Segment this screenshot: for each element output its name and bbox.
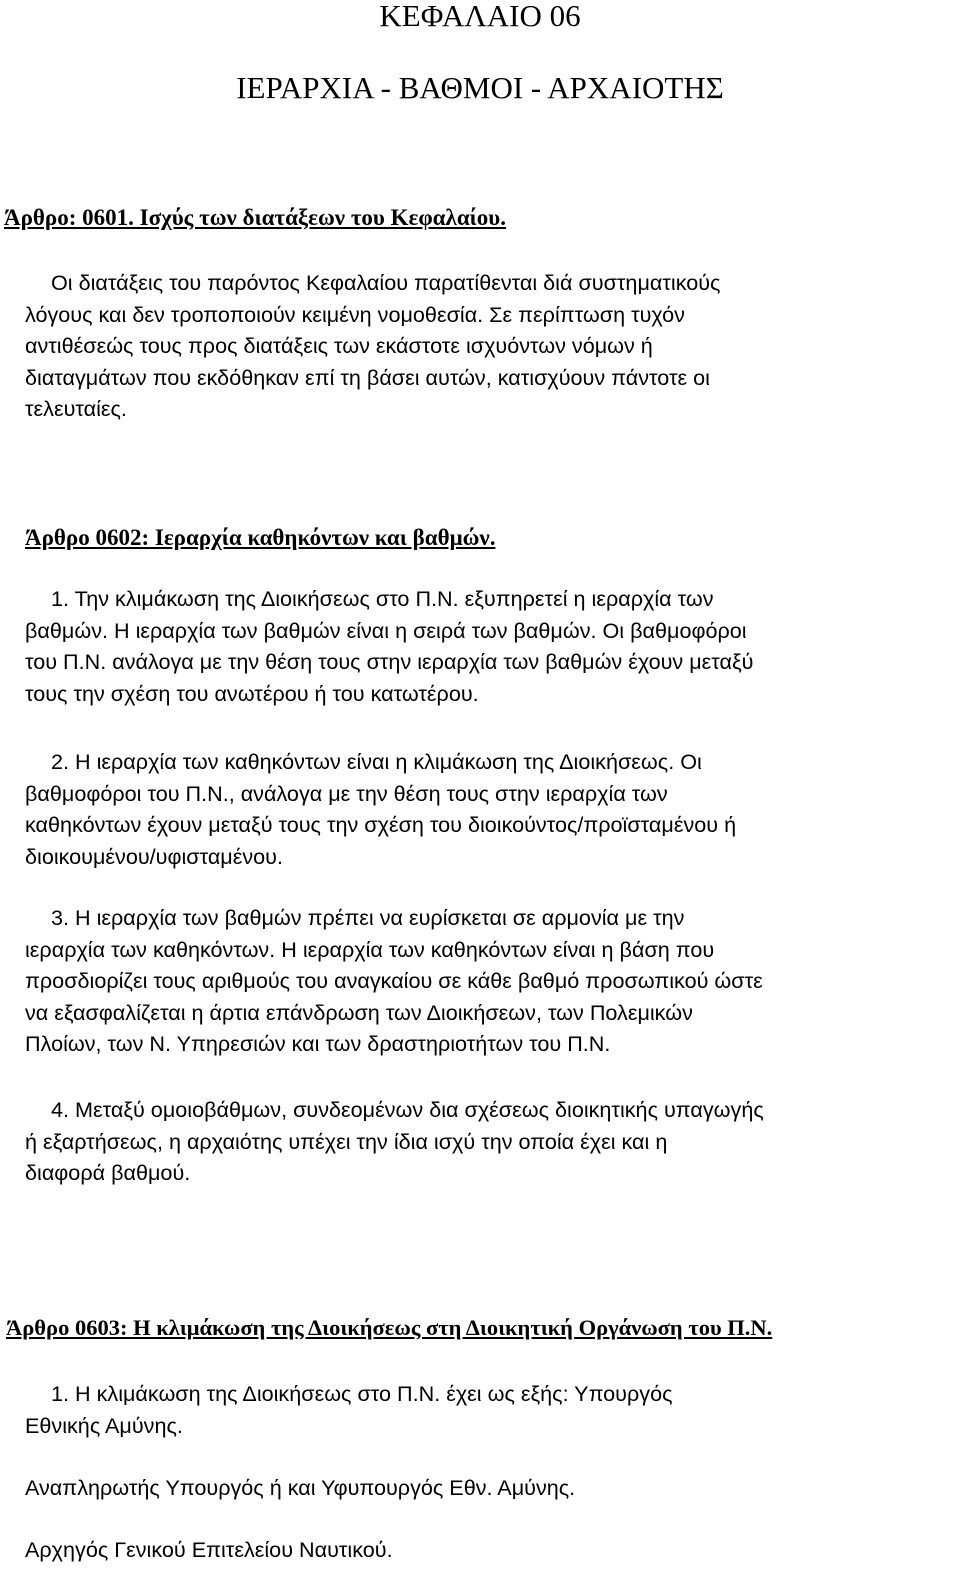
article-0603-paragraph-2: [25, 1472, 905, 1504]
text-line: Αναπληρωτής Υπουργός ή και Υφυπουργός Εθν. Αμύνης.: [25, 1475, 576, 1500]
article-0603-paragraph-1: [25, 1378, 905, 1441]
text-line: διοικουμένου/υφισταμένου.: [25, 843, 283, 869]
text-line: λόγους και δεν τροποποιούν κειμένη νομοθεσία. Σε περίπτωση τυχόν: [25, 301, 685, 327]
article-0602-heading: Άρθρο 0602: Ιεραρχία καθηκόντων και βαθμών.: [25, 525, 496, 550]
text-line: 3. Η ιεραρχία των βαθμών πρέπει να ευρίσκεται σε αρμονία με την: [51, 905, 685, 930]
text-line: αντιθέσεώς τους προς διατάξεις των εκάστοτε ισχυόντων νόμων ή: [25, 333, 653, 359]
text-line: διαταγμάτων που εκδόθηκαν επί τη βάσει αυτών, κατισχύουν πάντοτε οι: [25, 364, 710, 390]
text-line: προσδιορίζει τους αριθμούς του αναγκαίου σε κάθε βαθμό προσωπικού ώστε: [25, 968, 763, 994]
text-line: 2. Η ιεραρχία των καθηκόντων είναι η κλιμάκωση της Διοικήσεως. Οι: [51, 749, 702, 774]
text-line: 4. Μεταξύ ομοιοβάθμων, συνδεομένων δια σχέσεως διοικητικής υπαγωγής: [51, 1097, 764, 1122]
chapter-subtitle: ΙΕΡΑΡΧΙΑ - ΒΑΘΜΟΙ - ΑΡΧΑΙΟΤΗΣ: [236, 70, 724, 105]
article-0602-paragraph-1: [25, 583, 905, 709]
article-0603-paragraph-3: [25, 1534, 905, 1566]
text-line: διαφορά βαθμού.: [25, 1160, 191, 1186]
text-line: Εθνικής Αμύνης.: [25, 1412, 183, 1438]
article-0601-heading: Άρθρο: 0601. Ισχύς των διατάξεων του Κεφαλαίου.: [4, 205, 506, 230]
text-line: καθηκόντων έχουν μεταξύ τους την σχέση του διοικούντος/προϊσταμένου ή: [25, 812, 737, 838]
chapter-title: ΚΕΦΑΛΑΙΟ 06: [379, 0, 581, 33]
text-line: ιεραρχία των καθηκόντων. Η ιεραρχία των καθηκόντων είναι η βάση που: [25, 936, 715, 962]
text-line: τελευταίες.: [25, 396, 127, 422]
article-0601-text: [25, 267, 905, 425]
text-line: 1. Η κλιμάκωση της Διοικήσεως στο Π.Ν. έχει ως εξής: Υπουργός: [51, 1381, 673, 1406]
article-0602-paragraph-3: [25, 902, 905, 1060]
text-line: ή εξαρτήσεως, η αρχαιότης υπέχει την ίδια ισχύ την οποία έχει και η: [25, 1128, 668, 1154]
text-line: να εξασφαλίζεται η άρτια επάνδρωση των Διοικήσεων, των Πολεμικών: [25, 999, 693, 1025]
article-0602-paragraph-4: [25, 1094, 905, 1189]
text-line: βαθμοφόροι του Π.Ν., ανάλογα με την θέση τους στην ιεραρχία των: [25, 780, 668, 806]
text-line: Πλοίων, των Ν. Υπηρεσιών και των δραστηριοτήτων του Π.Ν.: [25, 1031, 611, 1057]
text-line: του Π.Ν. ανάλογα με την θέση τους στην ιεραρχία των βαθμών έχουν μεταξύ: [25, 649, 754, 675]
text-line: Οι διατάξεις του παρόντος Κεφαλαίου παρατίθενται διά συστηματικούς: [51, 270, 721, 295]
text-line: τους την σχέση του ανωτέρου ή του κατωτέρου.: [25, 680, 479, 706]
text-line: Αρχηγός Γενικού Επιτελείου Ναυτικού.: [25, 1537, 393, 1562]
text-line: 1. Την κλιμάκωση της Διοικήσεως στο Π.Ν. εξυπηρετεί η ιεραρχία των: [51, 586, 714, 611]
article-0603-heading: Άρθρο 0603: Η κλιμάκωση της Διοικήσεως στη Διοικητική Οργάνωση του Π.Ν.: [6, 1315, 773, 1340]
text-line: βαθμών. Η ιεραρχία των βαθμών είναι η σειρά των βαθμών. Οι βαθμοφόροι: [25, 617, 747, 643]
article-0602-paragraph-2: [25, 746, 905, 872]
